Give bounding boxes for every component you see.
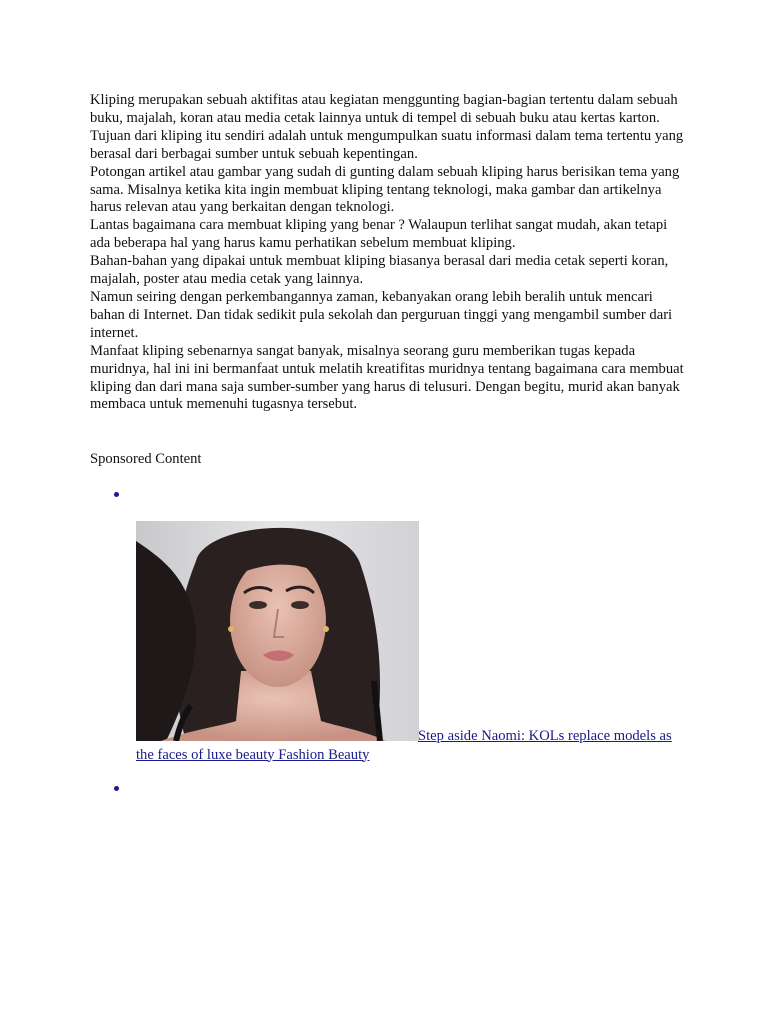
portrait-photo-image[interactable] — [136, 521, 419, 741]
article-body — [90, 92, 690, 414]
article-paragraph: Namun seiring dengan perkembangannya zaman, kebanyakan orang lebih beralih untuk mencari bahan di Internet. Dan tidak sedikit pula sekolah dan perguruan tinggi yang mengambil sumber dari internet. — [90, 288, 673, 341]
list-bullet — [114, 786, 119, 791]
article-paragraph: Manfaat kliping sebenarnya sangat banyak, misalnya seorang guru memberikan tugas kepada muridnya, hal ini ini bermanfaat untuk melatih kreatifitas muridnya tentang bagaimana cara membuat kliping dan dari mana saja sumber-sumber yang harus di telusuri. Dengan begitu, murid akan banyak membaca untuk memenuhi tugasnya tersebut. — [90, 342, 684, 413]
sponsored-heading: Sponsored Content — [90, 451, 202, 467]
list-bullet — [114, 492, 119, 497]
article-paragraph: Bahan-bahan yang dipakai untuk membuat kliping biasanya berasal dari media cetak seperti koran, majalah, poster atau media cetak yang lainnya. — [90, 253, 669, 288]
article-paragraph: Tujuan dari kliping itu sendiri adalah untuk mengumpulkan suatu informasi dalam tema tertentu yang berasal dari berbagai sumber untuk sebuah kepentingan. — [90, 127, 684, 162]
article-paragraph: Kliping merupakan sebuah aktifitas atau kegiatan menggunting bagian-bagian tertentu dalam sebuah buku, majalah, koran atau media cetak lainnya untuk di tempel di sebuah buku atau kertas karton. — [90, 92, 678, 126]
article-paragraph: Lantas bagaimana cara membuat kliping yang benar ? Walaupun terlihat sangat mudah, akan tetapi ada beberapa hal yang harus kamu perhatikan sebelum membuat kliping. — [90, 217, 668, 252]
article-paragraph: Potongan artikel atau gambar yang sudah di gunting dalam sebuah kliping harus berisikan tema yang sama. Misalnya ketika kita ingin membuat kliping tentang teknologi, maka gambar dan artikelnya harus relevan atau yang berkaitan dengan teknologi. — [90, 163, 680, 216]
sponsored-article-link[interactable]: Step aside Naomi: KOLs replace models as the faces of luxe beauty Fashion Beauty — [136, 728, 672, 763]
